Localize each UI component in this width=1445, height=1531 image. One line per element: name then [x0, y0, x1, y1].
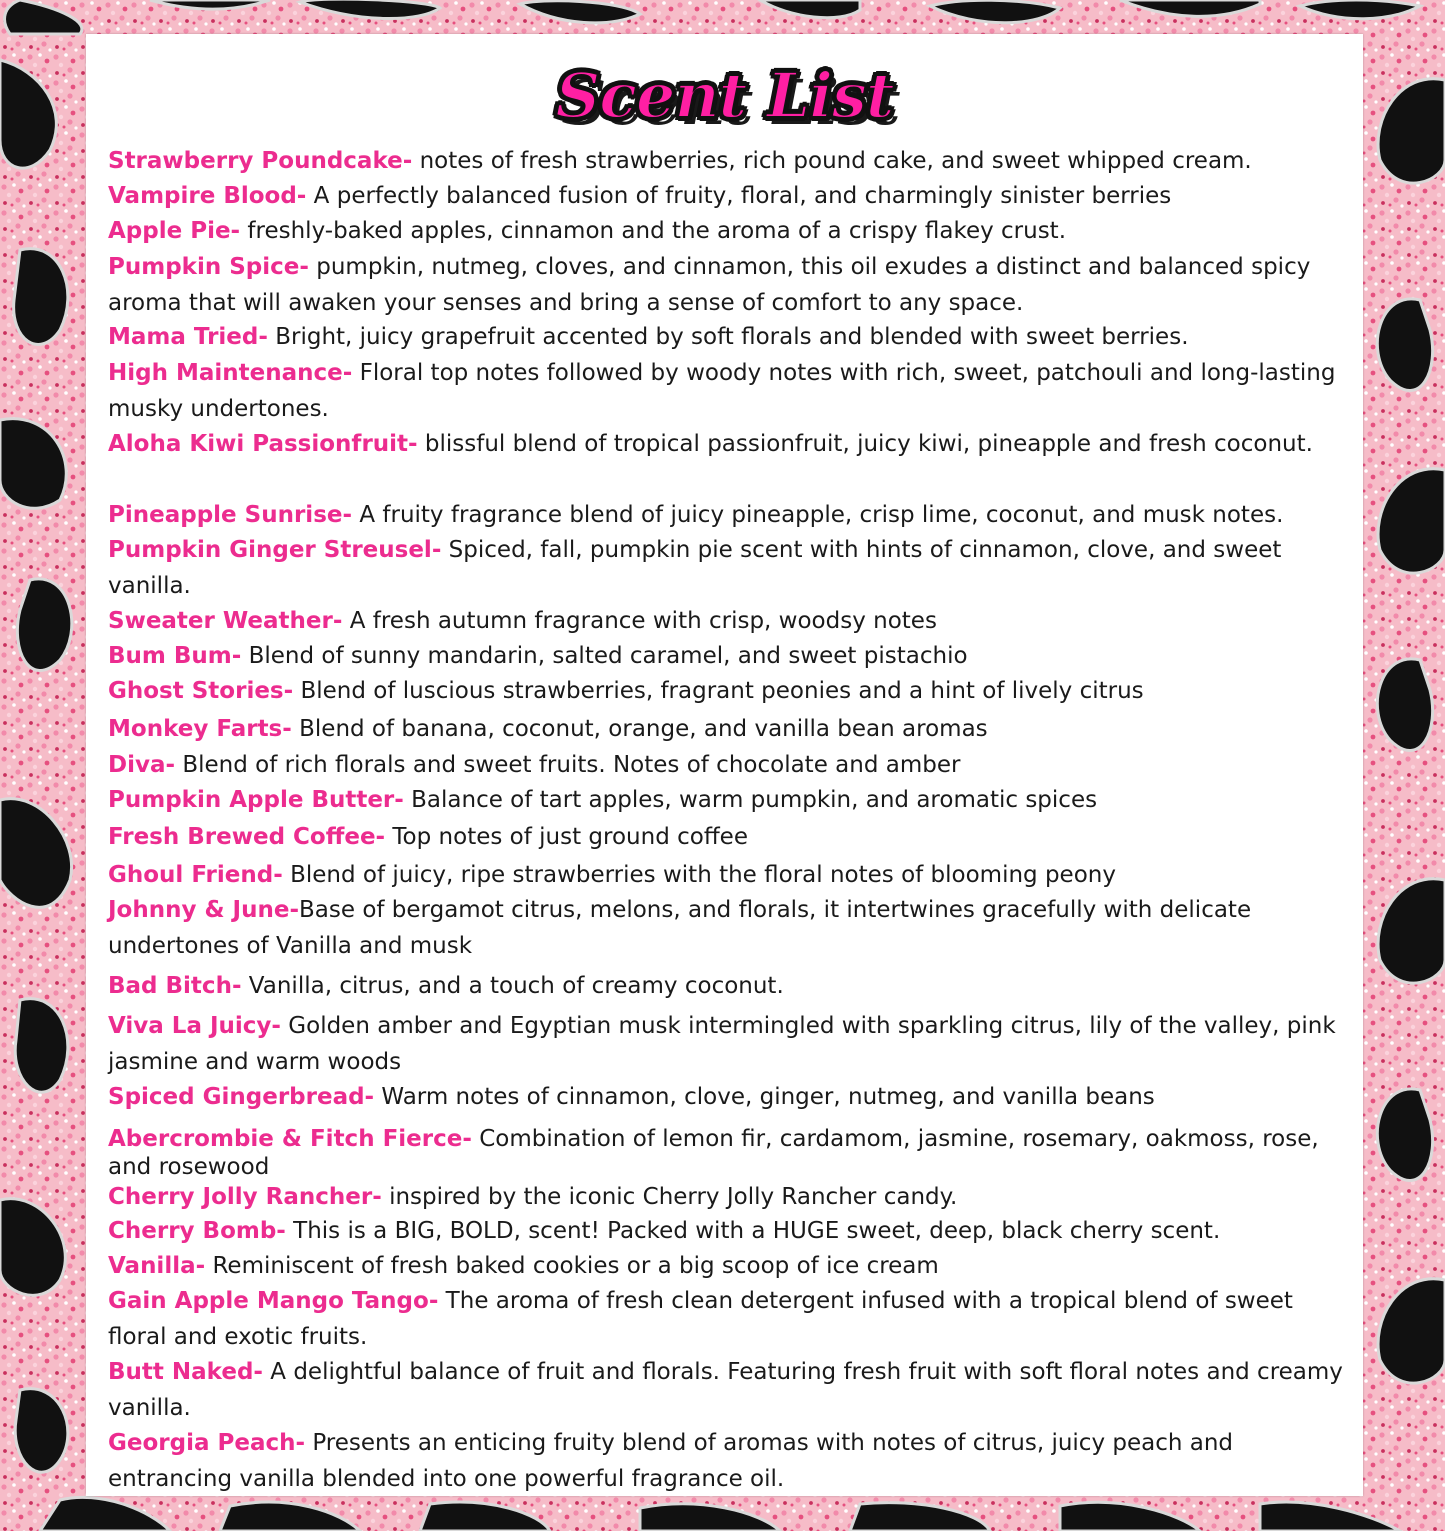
title-wrap — [86, 60, 1363, 132]
scent-item — [108, 1214, 1344, 1250]
scent-description: Blend of juicy, ripe strawberries with the floral notes of blooming peony — [282, 862, 1116, 888]
scent-item — [108, 604, 1344, 640]
scent-name: Pumpkin Ginger Streusel- — [108, 537, 442, 563]
scent-description: Spiced, fall, pumpkin pie scent with hints of cinnamon, clove, and sweet vanilla. — [108, 537, 1282, 599]
scent-name: Vampire Blood- — [108, 183, 307, 209]
scent-item — [108, 1080, 1344, 1116]
scent-name: Ghost Stories- — [108, 678, 294, 704]
scent-description: Warm notes of cinnamon, clove, ginger, nutmeg, and vanilla beans — [374, 1084, 1155, 1110]
scent-name: Cherry Bomb- — [108, 1218, 286, 1244]
scent-description: inspired by the iconic Cherry Jolly Rancher candy. — [381, 1184, 958, 1210]
scent-item — [108, 250, 1344, 321]
scent-name: Georgia Peach- — [108, 1430, 306, 1456]
scent-item — [108, 893, 1344, 964]
page-title: Scent List — [555, 59, 894, 132]
scent-description: Blend of rich florals and sweet fruits. Notes of chocolate and amber — [175, 752, 961, 778]
scent-description: notes of fresh strawberries, rich pound cake, and sweet whipped cream. — [412, 148, 1252, 174]
scent-name: Pumpkin Apple Butter- — [108, 787, 404, 813]
scent-item — [108, 674, 1344, 710]
scent-item — [108, 1355, 1344, 1426]
scent-name: Johnny & June- — [108, 897, 299, 923]
scent-item — [108, 144, 1344, 180]
scent-name: Ghoul Friend- — [108, 862, 283, 888]
scent-description: Floral top notes followed by woody notes with rich, sweet, patchouli and long-lasting musky undertones. — [108, 360, 1336, 422]
scent-item — [108, 533, 1344, 604]
scent-description: Base of bergamot citrus, melons, and florals, it intertwines gracefully with delicate undertones of Vanilla and musk — [108, 897, 1252, 959]
scent-name: Cherry Jolly Rancher- — [108, 1184, 382, 1210]
scent-description: Bright, juicy grapefruit accented by soft florals and blended with sweet berries. — [267, 324, 1189, 350]
scent-item — [108, 1125, 1344, 1181]
scent-item — [108, 1426, 1344, 1497]
scent-description: freshly-baked apples, cinnamon and the aroma of a crispy flakey crust. — [240, 218, 1067, 244]
scent-name: Strawberry Poundcake- — [108, 148, 413, 174]
scent-description: Top notes of just ground coffee — [385, 824, 748, 850]
scent-name: Mama Tried- — [108, 324, 268, 350]
scent-name: Bum Bum- — [108, 643, 242, 669]
scent-item — [108, 858, 1344, 894]
scent-description: blissful blend of tropical passionfruit, juicy kiwi, pineapple and fresh coconut. — [417, 431, 1313, 457]
scent-name: Aloha Kiwi Passionfruit- — [108, 431, 418, 457]
scent-description: A perfectly balanced fusion of fruity, floral, and charmingly sinister berries — [306, 183, 1172, 209]
scent-name: Sweater Weather- — [108, 608, 343, 634]
scent-description: Presents an enticing fruity blend of aromas with notes of citrus, juicy peach and entrancing vanilla blended into one powerful fragrance oil. — [108, 1430, 1234, 1492]
scent-name: Monkey Farts- — [108, 716, 292, 742]
scent-description: Blend of luscious strawberries, fragrant peonies and a hint of lively citrus — [293, 678, 1144, 704]
scent-item — [108, 639, 1344, 675]
scent-name: Fresh Brewed Coffee- — [108, 824, 386, 850]
scent-name: Pumpkin Spice- — [108, 254, 309, 280]
scent-description: This is a BIG, BOLD, scent! Packed with a HUGE sweet, deep, black cherry scent. — [285, 1218, 1221, 1244]
scent-name: Spiced Gingerbread- — [108, 1084, 375, 1110]
scent-description: A fresh autumn fragrance with crisp, woodsy notes — [342, 608, 937, 634]
scent-name: High Maintenance- — [108, 360, 353, 386]
scent-name: Pineapple Sunrise- — [108, 502, 353, 528]
scent-description: The aroma of fresh clean detergent infused with a tropical blend of sweet floral and exotic fruits. — [108, 1288, 1293, 1350]
scent-description: Blend of sunny mandarin, salted caramel, and sweet pistachio — [241, 643, 968, 669]
scent-description: Balance of tart apples, warm pumpkin, and aromatic spices — [403, 787, 1098, 813]
scent-item — [108, 1284, 1344, 1355]
scent-description: Golden amber and Egyptian musk intermingled with sparkling citrus, lily of the valley, pink jasmine and warm woods — [108, 1013, 1336, 1075]
scent-name: Butt Naked- — [108, 1359, 263, 1385]
scent-description: Reminiscent of fresh baked cookies or a big scoop of ice cream — [205, 1253, 939, 1279]
scent-name: Gain Apple Mango Tango- — [108, 1288, 439, 1314]
scent-item — [108, 427, 1344, 463]
scent-item — [108, 969, 1344, 1005]
scent-item — [108, 179, 1344, 215]
scent-item — [108, 498, 1344, 534]
scent-description: A fruity fragrance blend of juicy pineapple, crisp lime, coconut, and musk notes. — [352, 502, 1284, 528]
scent-name: Bad Bitch- — [108, 973, 242, 999]
scent-name: Diva- — [108, 752, 176, 778]
scent-item — [108, 712, 1344, 748]
scent-name: Abercrombie & Fitch Fierce- — [108, 1126, 472, 1152]
scent-description: Combination of lemon fir, cardamom, jasmine, rosemary, oakmoss, rose, and rosewood — [108, 1126, 1319, 1180]
scent-item — [108, 1180, 1344, 1216]
scent-item — [108, 1009, 1344, 1080]
scent-description: A delightful balance of fruit and florals. Featuring fresh fruit with soft floral notes and creamy vanilla. — [108, 1359, 1343, 1421]
scent-item — [108, 214, 1344, 250]
scent-name: Vanilla- — [108, 1253, 206, 1279]
scent-item — [108, 748, 1344, 784]
scent-description: Vanilla, citrus, and a touch of creamy coconut. — [241, 973, 784, 999]
scent-name: Apple Pie- — [108, 218, 241, 244]
scent-description: Blend of banana, coconut, orange, and vanilla bean aromas — [291, 716, 988, 742]
scent-item — [108, 320, 1344, 356]
scent-item — [108, 783, 1344, 819]
scent-item — [108, 820, 1344, 856]
scent-list-panel — [86, 34, 1363, 1496]
scent-name: Viva La Juicy- — [108, 1013, 281, 1039]
scent-item — [108, 356, 1344, 427]
scent-item — [108, 1249, 1344, 1285]
scent-description: pumpkin, nutmeg, cloves, and cinnamon, this oil exudes a distinct and balanced spicy aroma that will awaken your senses and bring a sense of comfort to any space. — [108, 254, 1311, 316]
